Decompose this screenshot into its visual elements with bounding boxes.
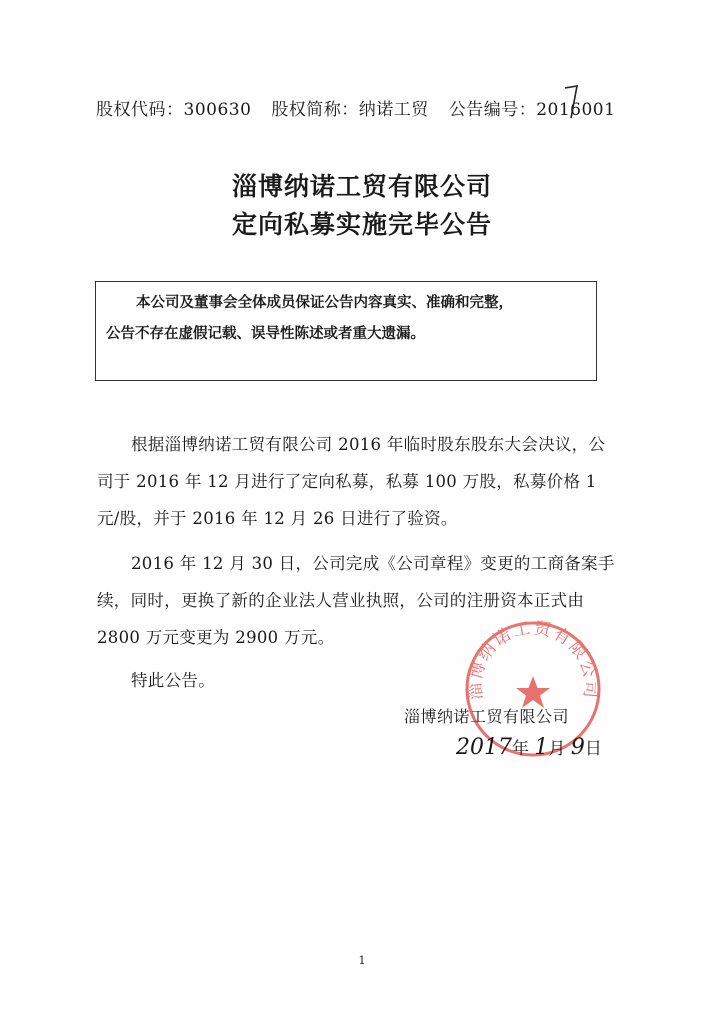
disclaimer-line-2: 公告不存在虚假记载、误导性陈述或者重大遗漏。 [106, 326, 425, 342]
company-title: 淄博纳诺工贸有限公司 [231, 172, 492, 201]
stock-code: 股权代码：300630 [96, 100, 252, 120]
notice-number: 公告编号：2016001 [448, 100, 616, 120]
date-day-unit: 日 [584, 739, 602, 759]
date-month: 1 [534, 735, 549, 760]
date-day: 9 [570, 735, 585, 760]
header-line [96, 95, 615, 120]
handwritten-mark [562, 82, 582, 122]
seal-text: 淄博纳诺工贸有限公司 [465, 618, 601, 701]
date-year-unit: 年 [512, 739, 529, 759]
body-paragraph-1 [97, 426, 617, 537]
disclaimer-box [95, 281, 597, 381]
date-year: 2017 [456, 735, 512, 760]
page-number: 1 [358, 954, 366, 967]
stock-short-name: 股权简称：纳诺工贸 [271, 100, 429, 120]
signoff-date [456, 734, 602, 760]
paragraph-text: 根据淄博纳诺工贸有限公司 2016 年临时股东股东大会决议，公司于 2016 年 12 月进行了定向私募，私募 100 万股，私募价格 1 元/股，并于 2016 年 12 月 26 日进行了验资。 [97, 435, 606, 528]
disclaimer-line-1: 本公司及董事会全体成员保证公告内容真实、准确和完整， [136, 295, 513, 311]
paragraph-text: 2016 年 12 月 30 日，公司完成《公司章程》变更的工商备案手续，同时，更换了新的企业法人营业执照，公司的注册资本正式由 2800 万元变更为 2900 万元。 [97, 554, 615, 647]
notice-title: 定向私募实施完毕公告 [231, 210, 492, 239]
date-month-unit: 月 [548, 739, 566, 759]
signoff-company: 淄博纳诺工贸有限公司 [404, 707, 570, 726]
paragraph-text: 特此公告。 [131, 671, 215, 690]
